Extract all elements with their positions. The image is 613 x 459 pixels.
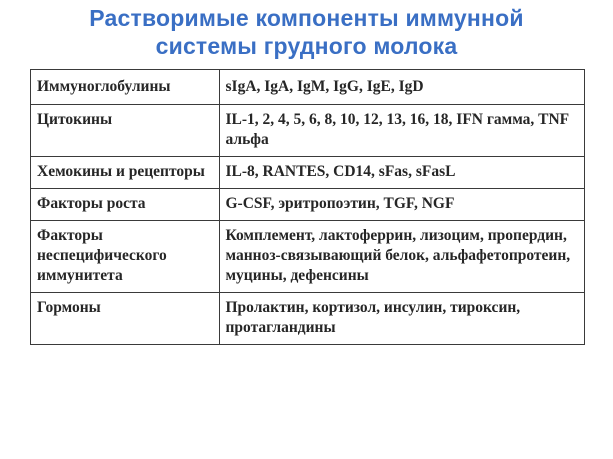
items-cell: IL-1, 2, 4, 5, 6, 8, 10, 12, 13, 16, 18, IFN гамма, TNF альфа bbox=[219, 105, 585, 157]
table-row-growth-factors bbox=[31, 189, 585, 221]
items-cell: sIgA, IgA, IgM, IgG, IgE, IgD bbox=[219, 70, 585, 105]
items-cell: IL-8, RANTES, CD14, sFas, sFasL bbox=[219, 157, 585, 189]
category-cell: Гормоны bbox=[31, 293, 220, 345]
table-row-chemokines bbox=[31, 157, 585, 189]
table-row-hormones bbox=[31, 293, 585, 345]
slide-title-line-2: системы грудного молока bbox=[155, 33, 458, 59]
slide-title-line-1: Растворимые компоненты иммунной bbox=[89, 5, 524, 31]
items-cell: G-CSF, эритропоэтин, TGF, NGF bbox=[219, 189, 585, 221]
items-cell: Комплемент, лактоферрин, лизоцим, пропердин, манноз-связывающий белок, альфафетопротеин, муцины, дефенсины bbox=[219, 221, 585, 293]
category-cell: Иммуноглобулины bbox=[31, 70, 220, 105]
category-cell: Факторы неспецифического иммунитета bbox=[31, 221, 220, 293]
table-row-cytokines bbox=[31, 105, 585, 157]
table-row-nonspecific-immunity bbox=[31, 221, 585, 293]
category-cell: Факторы роста bbox=[31, 189, 220, 221]
category-cell: Цитокины bbox=[31, 105, 220, 157]
table-row-immunoglobulins bbox=[31, 70, 585, 105]
category-cell: Хемокины и рецепторы bbox=[31, 157, 220, 189]
components-table bbox=[30, 69, 585, 345]
slide-title bbox=[0, 4, 613, 60]
items-cell: Пролактин, кортизол, инсулин, тироксин, протагландины bbox=[219, 293, 585, 345]
